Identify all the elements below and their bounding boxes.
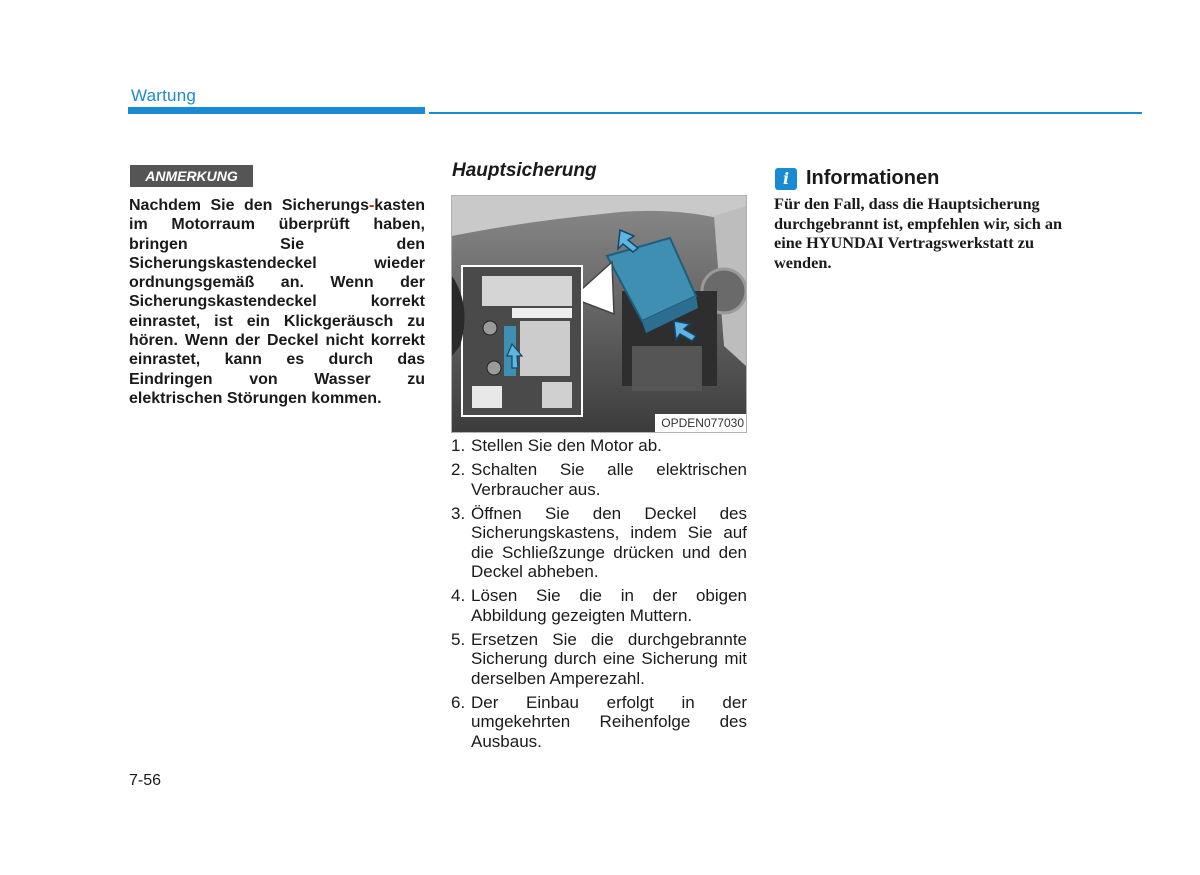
- step-number: 4.: [451, 586, 466, 605]
- relay-block: [482, 276, 572, 306]
- step-item: [451, 436, 747, 456]
- step-item: [451, 504, 747, 582]
- step-number: 5.: [451, 629, 466, 649]
- upper-nut: [483, 321, 497, 335]
- step-item: [451, 460, 747, 499]
- step-text: Lösen Sie die in der obigen Abbildung gezeigten Muttern.: [471, 586, 747, 625]
- note-hyphen: -: [368, 197, 375, 214]
- step-text: Der Einbau erfolgt in der umgekehrten Reihenfolge des Ausbaus.: [471, 692, 747, 751]
- terminal-block: [472, 386, 502, 408]
- note-text-first: Nachdem Sie den Sicherungs: [129, 197, 369, 214]
- step-text: Schalten Sie alle elektrischen Verbraucher aus.: [471, 460, 747, 499]
- step-item: [451, 586, 747, 625]
- page-number: 7-56: [129, 772, 162, 789]
- steps-list: [451, 436, 747, 756]
- step-text: Öffnen Sie den Deckel des Sicherungskastens, indem Sie auf die Schließzunge drücken und den Deckel abheben.: [471, 503, 747, 581]
- header-rule-thin: [429, 112, 1142, 114]
- header-rule-thick: [128, 107, 425, 114]
- info-title: Informationen: [806, 167, 940, 189]
- fuse-row: [520, 321, 570, 376]
- step-number: 1.: [451, 436, 466, 455]
- engine-bay-illustration: [452, 196, 746, 432]
- step-item: [451, 693, 747, 752]
- step-item: [451, 630, 747, 689]
- connector-block: [542, 382, 572, 408]
- battery-vents: [632, 346, 702, 391]
- info-text: Für den Fall, dass die Hauptsicherung durchgebrannt ist, empfehlen wir, sich an eine HYUNDAI Vertragswerkstatt zu wenden.: [774, 194, 1063, 272]
- step-number: 3.: [451, 503, 466, 523]
- note-text: [129, 196, 425, 408]
- info-header: [775, 167, 939, 190]
- info-icon: i: [775, 168, 797, 190]
- step-text: Stellen Sie den Motor ab.: [471, 436, 662, 455]
- engine-bay-figure: [451, 195, 747, 433]
- note-badge: ANMERKUNG: [130, 165, 253, 187]
- step-text: Ersetzen Sie die durchgebrannte Sicherung durch eine Sicherung mit derselben Amperezahl.: [471, 629, 747, 688]
- lower-nut: [487, 361, 501, 375]
- main-fuse-title: Hauptsicherung: [452, 160, 597, 181]
- note-text-rest: kasten im Motorraum überprüft haben, bringen Sie den Sicherungskastendeckel wieder ordnungsgemäß an. Wenn der Sicherungskastendeckel korrekt einrastet, ist ein Klickgeräusch zu hören. Wenn der Deckel nicht korrekt einrastet, kann es durch das Eindringen von Wasser zu elektrischen Störungen kommen.: [129, 197, 425, 407]
- fuse-label: [512, 308, 572, 318]
- step-number: 6.: [451, 692, 466, 712]
- step-number: 2.: [451, 460, 466, 479]
- section-title: Wartung: [131, 86, 197, 105]
- figure-code: OPDEN077030: [655, 414, 746, 432]
